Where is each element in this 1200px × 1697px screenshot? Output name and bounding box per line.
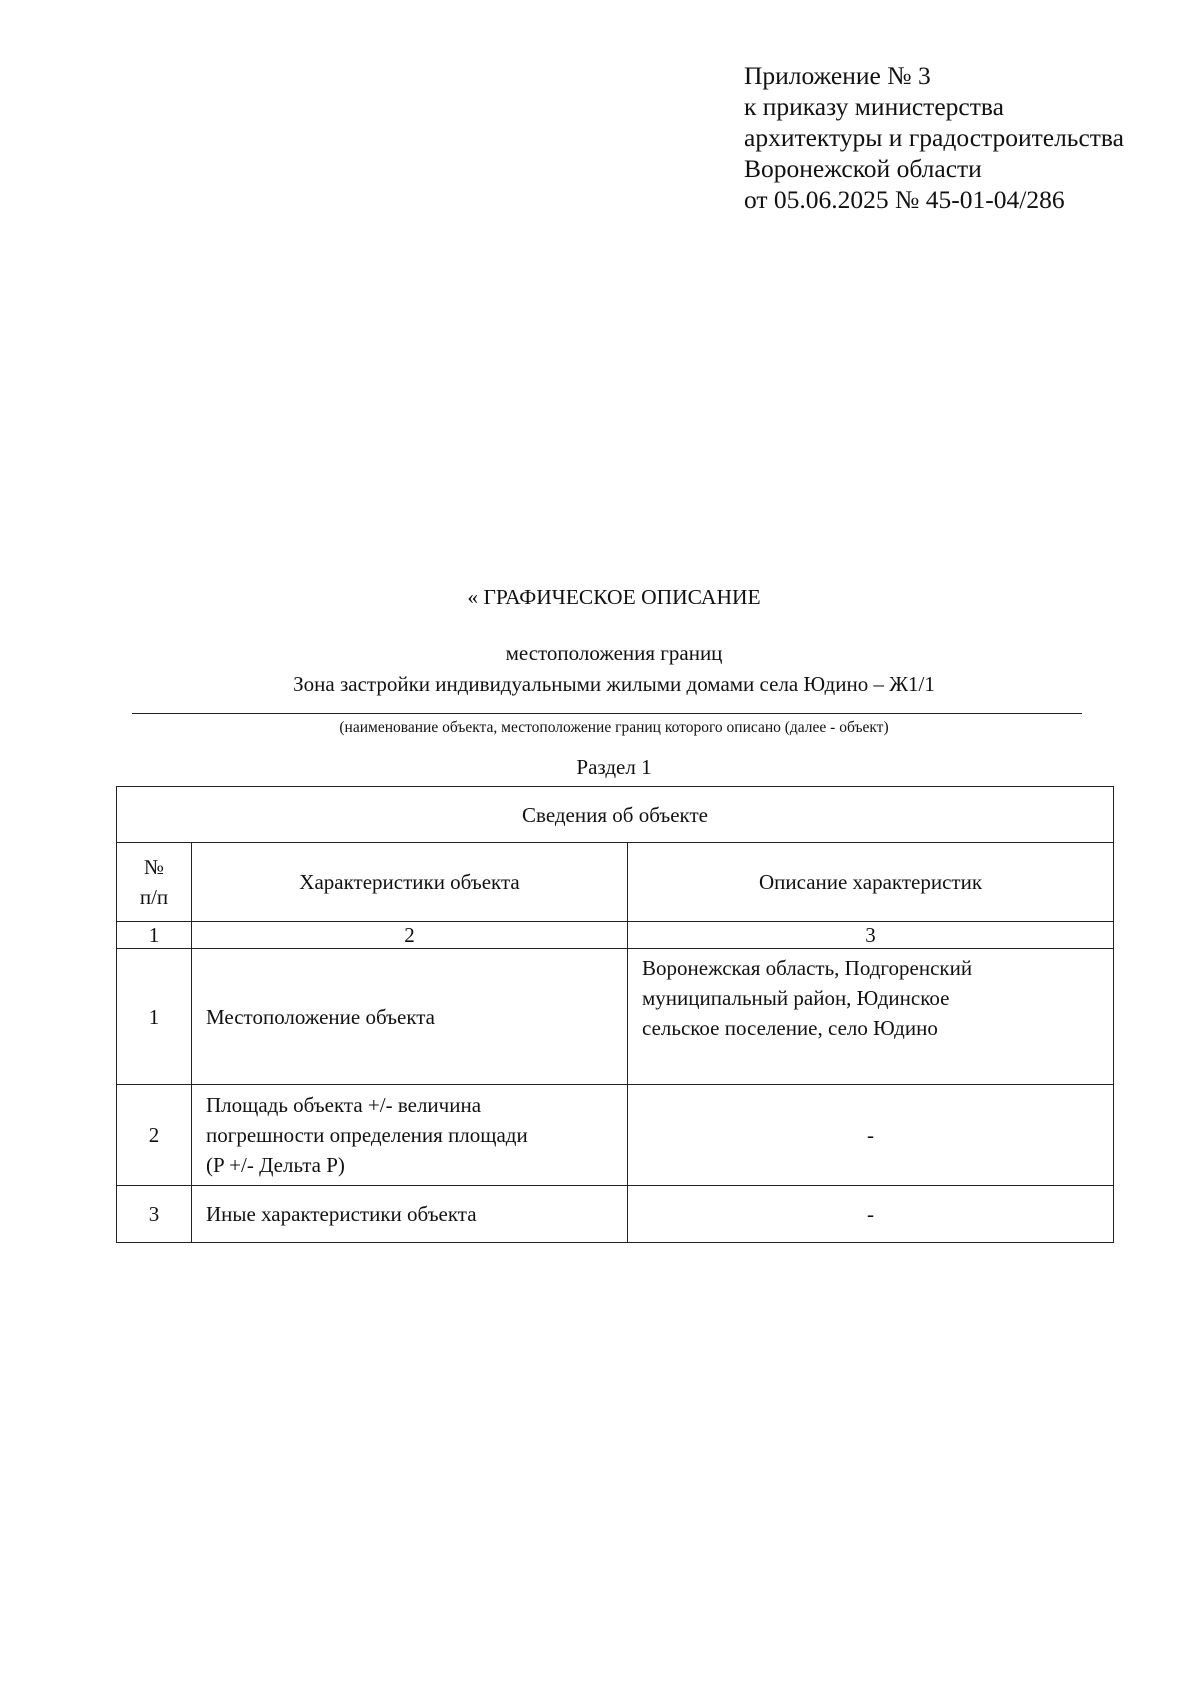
annex-date-number: от 05.06.2025 № 45-01-04/286 xyxy=(744,185,1065,214)
row-characteristic-line: Площадь объекта +/- величина xyxy=(206,1093,482,1117)
row-number: 1 xyxy=(117,949,192,1085)
table-row xyxy=(117,1085,1114,1186)
column-index: 3 xyxy=(628,922,1114,949)
document-subtitle: местоположения границ xyxy=(505,641,723,665)
object-name: Зона застройки индивидуальными жилыми домами села Юдино – Ж1/1 xyxy=(293,672,935,696)
column-index: 2 xyxy=(192,922,628,949)
header-num-label: № п/п xyxy=(139,855,169,909)
document-title: « ГРАФИЧЕСКОЕ ОПИСАНИЕ xyxy=(467,585,761,609)
object-info-table xyxy=(116,786,1114,1243)
object-name-underline xyxy=(132,713,1082,714)
header-characteristic: Характеристики объекта xyxy=(192,843,628,922)
header-description: Описание характеристик xyxy=(628,843,1114,922)
annex-ministry: архитектуры и градостроительства xyxy=(744,123,1124,152)
row-description: - xyxy=(628,1186,1114,1243)
object-name-caption: (наименование объекта, местоположение границ которого описано (далее - объект) xyxy=(339,719,889,736)
section-label: Раздел 1 xyxy=(576,755,652,779)
table-caption-row xyxy=(117,787,1114,843)
row-description-line: Воронежская область, Подгоренский xyxy=(642,956,973,980)
column-index-row xyxy=(117,922,1114,949)
row-description-line: муниципальный район, Юдинское xyxy=(642,986,950,1010)
row-characteristic xyxy=(192,1085,628,1186)
header-num xyxy=(117,843,192,922)
row-characteristic: Местоположение объекта xyxy=(192,949,628,1085)
annex-number: Приложение № 3 xyxy=(744,61,931,90)
row-number: 3 xyxy=(117,1186,192,1243)
annex-region: Воронежской области xyxy=(744,154,982,183)
table-caption: Сведения об объекте xyxy=(117,787,1114,843)
table-header-row xyxy=(117,843,1114,922)
row-characteristic-line: (P +/- Дельта P) xyxy=(206,1153,345,1177)
row-description: - xyxy=(628,1085,1114,1186)
row-description xyxy=(628,949,1114,1085)
annex-block xyxy=(744,60,1124,215)
row-characteristic-line: погрешности определения площади xyxy=(206,1123,528,1147)
table-row xyxy=(117,1186,1114,1243)
row-description-line: сельское поселение, село Юдино xyxy=(642,1016,938,1040)
column-index: 1 xyxy=(117,922,192,949)
annex-order-ref: к приказу министерства xyxy=(744,92,1004,121)
row-characteristic: Иные характеристики объекта xyxy=(192,1186,628,1243)
row-number: 2 xyxy=(117,1085,192,1186)
table-row xyxy=(117,949,1114,1085)
